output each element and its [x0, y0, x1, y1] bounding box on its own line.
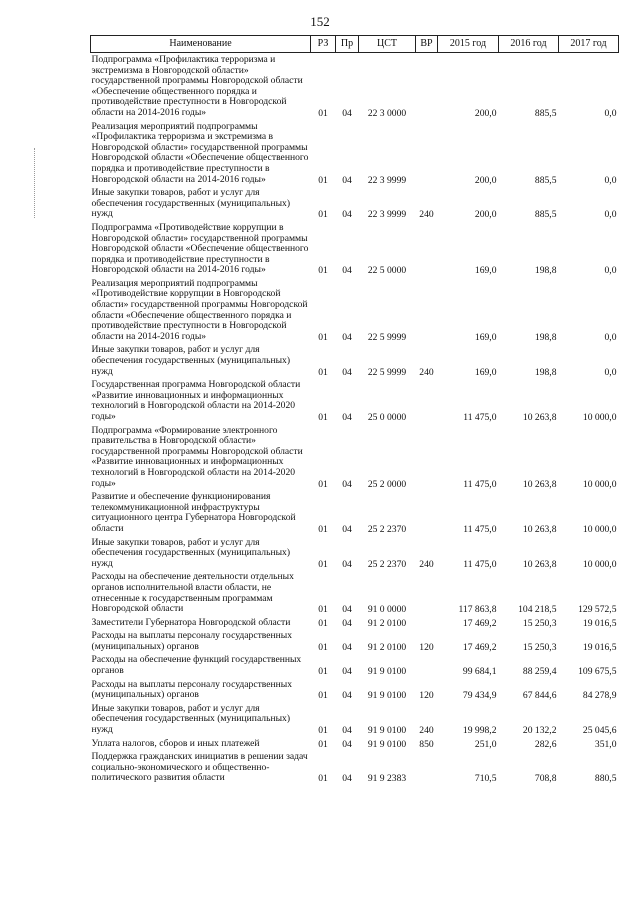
row-cst: 25 0 0000 — [367, 412, 407, 423]
budget-table — [90, 35, 619, 785]
row-cst: 22 3 9999 — [367, 174, 407, 186]
table-body — [91, 53, 619, 786]
row-2017: 0,0 — [604, 265, 617, 277]
table-row — [91, 186, 619, 221]
row-2017: 0,0 — [604, 366, 617, 378]
row-name: Расходы на выплаты персоналу государственных (муниципальных) органов — [91, 630, 293, 652]
row-rz: 01 — [318, 265, 328, 277]
row-2015: 710,5 — [474, 773, 497, 785]
row-2017: 10 000,0 — [582, 558, 617, 570]
table-row — [91, 629, 619, 653]
table-row — [91, 536, 619, 571]
row-name: Реализация мероприятий подпрограммы «Профилактика терроризма и экстремизма в Новгородской области» государственной программы Новгородской области «Обеспечение общественного порядка и противодействие преступности в Новгородской области на 2014-2016 годы» — [91, 120, 309, 185]
row-2016: 198,8 — [534, 366, 557, 378]
row-2016: 198,8 — [534, 265, 557, 277]
row-2015: 11 475,0 — [463, 412, 497, 423]
row-pr: 04 — [342, 265, 352, 277]
row-rz: 01 — [318, 773, 328, 785]
row-cst: 22 3 9999 — [367, 209, 407, 221]
header-2016: 2016 год — [499, 36, 559, 53]
row-2016: 10 263,8 — [522, 523, 557, 535]
row-name: Подпрограмма «Противодействие коррупции в Новгородской области» государственной программы Новгородской области «Обеспечение общественного порядка и противодействие преступности в Новгородской области на 2014-2016 годы» — [91, 221, 309, 276]
row-name: Развитие и обеспечение функционирования телекоммуникационной инфраструктуры ситуационного центра Губернатора Новгородской области — [91, 491, 296, 534]
row-2016: 10 263,8 — [522, 478, 557, 490]
table-row — [91, 490, 619, 535]
row-2015: 17 469,2 — [462, 641, 497, 653]
row-2016: 885,5 — [534, 107, 557, 119]
row-pr: 04 — [342, 174, 352, 186]
row-cst: 91 2 0100 — [367, 617, 407, 629]
row-vr — [416, 378, 438, 423]
row-vr: 850 — [419, 738, 434, 750]
row-cst: 25 2 0000 — [367, 478, 407, 490]
table-row — [91, 424, 619, 491]
table-row — [91, 616, 619, 630]
row-rz: 01 — [318, 558, 328, 570]
row-2016: 10 263,8 — [522, 412, 557, 423]
row-name: Подпрограмма «Формирование электронного правительства в Новгородской области» государственной программы Новгородской области «Развитие инновационных и информационных технологий в Новгородской области на 2014-2020 годы» — [91, 424, 303, 489]
row-name: Расходы на выплаты персоналу государственных (муниципальных) органов — [91, 678, 293, 701]
row-pr: 04 — [342, 641, 352, 653]
header-rz: РЗ — [311, 36, 336, 53]
row-name: Расходы на обеспечение деятельности отдельных органов исполнительной власти области, не отнесенные к государственным программам Новгородской области — [91, 571, 294, 615]
table-row — [91, 343, 619, 378]
header-2015: 2015 год — [438, 36, 499, 53]
row-name: Заместители Губернатора Новгородской области — [91, 616, 291, 628]
row-2017: 109 675,5 — [578, 666, 617, 678]
row-2016: 67 844,6 — [522, 690, 557, 702]
row-2015: 200,0 — [474, 107, 497, 119]
table-row — [91, 120, 619, 187]
row-vr: 120 — [419, 641, 434, 653]
row-pr: 04 — [342, 773, 352, 785]
row-name: Иные закупки товаров, работ и услуг для обеспечения государственных (муниципальных) нужд — [91, 187, 291, 220]
row-cst: 22 5 9999 — [367, 331, 407, 343]
table-row — [91, 570, 619, 615]
row-vr — [416, 616, 438, 630]
row-2015: 19 998,2 — [462, 725, 497, 737]
row-rz: 01 — [318, 366, 328, 378]
row-2017: 0,0 — [604, 331, 617, 343]
row-rz: 01 — [318, 738, 328, 750]
row-vr — [416, 221, 438, 277]
row-rz: 01 — [318, 478, 328, 490]
row-name: Подпрограмма «Профилактика терроризма и экстремизма в Новгородской области» государственной программы Новгородской области «Обеспечение общественного порядка и противодействие преступности в Новгородской области на 2014-2016 годы» — [91, 54, 303, 118]
row-pr: 04 — [342, 366, 352, 378]
row-name: Уплата налогов, сборов и иных платежей — [91, 737, 260, 749]
row-name: Поддержка гражданских инициатив в решении задач социально-экономического и общественно-политического развития области — [91, 751, 308, 784]
row-pr: 04 — [342, 738, 352, 750]
row-vr — [416, 53, 438, 120]
row-2016: 885,5 — [534, 209, 557, 221]
row-cst: 22 3 0000 — [367, 107, 407, 119]
row-cst: 91 2 0100 — [367, 641, 407, 653]
row-2015: 251,0 — [474, 738, 497, 750]
row-2017: 351,0 — [594, 738, 617, 750]
row-2017: 10 000,0 — [582, 478, 617, 490]
row-rz: 01 — [318, 331, 328, 343]
row-cst: 91 0 0000 — [367, 604, 407, 616]
row-2015: 169,0 — [474, 366, 497, 378]
row-2017: 10 000,0 — [582, 412, 617, 423]
row-cst: 91 9 0100 — [367, 666, 407, 678]
row-2016: 885,5 — [534, 174, 557, 186]
row-cst: 25 2 2370 — [367, 558, 407, 570]
row-rz: 01 — [318, 209, 328, 221]
row-vr: 240 — [419, 725, 434, 737]
row-2015: 169,0 — [474, 265, 497, 277]
row-cst: 22 5 9999 — [367, 366, 407, 378]
row-2015: 79 434,9 — [462, 690, 497, 702]
table-row — [91, 221, 619, 277]
row-pr: 04 — [342, 604, 352, 616]
row-2017: 10 000,0 — [582, 523, 617, 535]
header-pr: Пр — [336, 36, 359, 53]
row-rz: 01 — [318, 412, 328, 423]
row-2016: 104 218,5 — [518, 604, 557, 616]
row-2015: 117 863,8 — [458, 604, 497, 616]
row-2017: 19 016,5 — [582, 641, 617, 653]
row-2017: 0,0 — [604, 174, 617, 186]
row-2016: 198,8 — [534, 331, 557, 343]
table-row — [91, 678, 619, 702]
row-2016: 282,6 — [534, 738, 557, 750]
row-cst: 91 9 2383 — [367, 773, 407, 785]
row-vr — [416, 424, 438, 491]
row-cst: 91 9 0100 — [367, 690, 407, 702]
table-row — [91, 653, 619, 677]
row-2016: 708,8 — [534, 773, 557, 785]
row-2016: 88 259,4 — [522, 666, 557, 678]
row-pr: 04 — [342, 478, 352, 490]
header-cst: ЦСТ — [359, 36, 416, 53]
row-cst: 25 2 2370 — [367, 523, 407, 535]
row-cst: 91 9 0100 — [367, 725, 407, 737]
row-pr: 04 — [342, 209, 352, 221]
row-rz: 01 — [318, 174, 328, 186]
row-2016: 15 250,3 — [522, 617, 557, 629]
row-name: Расходы на обеспечение функций государственных органов — [91, 654, 302, 677]
row-pr: 04 — [342, 331, 352, 343]
row-2015: 17 469,2 — [462, 617, 497, 629]
table-row — [91, 737, 619, 751]
table-row — [91, 53, 619, 120]
row-vr — [416, 750, 438, 785]
row-2015: 200,0 — [474, 209, 497, 221]
row-2015: 169,0 — [474, 331, 497, 343]
header-name: Наименование — [91, 36, 311, 53]
row-vr — [416, 570, 438, 615]
row-pr: 04 — [342, 412, 352, 423]
row-pr: 04 — [342, 725, 352, 737]
row-name: Государственная программа Новгородской области «Развитие инновационных и информационных технологий в Новгородской области на 2014-2020 годы» — [91, 379, 301, 422]
row-pr: 04 — [342, 666, 352, 678]
row-rz: 01 — [318, 690, 328, 702]
row-2017: 129 572,5 — [578, 604, 617, 616]
row-name: Иные закупки товаров, работ и услуг для обеспечения государственных (муниципальных) нужд — [91, 536, 291, 569]
header-2017: 2017 год — [559, 36, 619, 53]
table-row — [91, 277, 619, 344]
row-2015: 11 475,0 — [463, 478, 497, 490]
table-row — [91, 702, 619, 737]
row-vr: 240 — [419, 558, 434, 570]
row-pr: 04 — [342, 523, 352, 535]
table-row — [91, 750, 619, 785]
row-vr — [416, 653, 438, 677]
row-rz: 01 — [318, 107, 328, 119]
header-vr: ВР — [416, 36, 438, 53]
row-name: Иные закупки товаров, работ и услуг для обеспечения государственных (муниципальных) нужд — [91, 344, 291, 377]
row-vr — [416, 277, 438, 344]
row-vr — [416, 490, 438, 535]
row-cst: 91 9 0100 — [367, 738, 407, 750]
row-2017: 880,5 — [594, 773, 617, 785]
row-name: Иные закупки товаров, работ и услуг для обеспечения государственных (муниципальных) нужд — [91, 702, 291, 736]
row-vr: 240 — [419, 366, 434, 378]
row-2017: 25 045,6 — [582, 725, 617, 737]
row-2015: 99 684,1 — [462, 666, 497, 678]
table-row — [91, 378, 619, 423]
row-2015: 11 475,0 — [463, 558, 497, 570]
row-rz: 01 — [318, 604, 328, 616]
row-vr: 240 — [419, 209, 434, 221]
row-rz: 01 — [318, 666, 328, 678]
row-2017: 84 278,9 — [582, 690, 617, 702]
row-2016: 10 263,8 — [522, 558, 557, 570]
row-vr: 120 — [419, 690, 434, 702]
table-header — [91, 36, 619, 53]
row-rz: 01 — [318, 617, 328, 629]
row-2017: 19 016,5 — [582, 617, 617, 629]
page-number: 152 — [310, 14, 330, 29]
row-2017: 0,0 — [604, 209, 617, 221]
row-2016: 20 132,2 — [522, 725, 557, 737]
row-cst: 22 5 0000 — [367, 265, 407, 277]
row-pr: 04 — [342, 690, 352, 702]
row-2015: 11 475,0 — [463, 523, 497, 535]
row-rz: 01 — [318, 641, 328, 653]
row-rz: 01 — [318, 725, 328, 737]
row-2016: 15 250,3 — [522, 641, 557, 653]
row-pr: 04 — [342, 617, 352, 629]
row-2015: 200,0 — [474, 174, 497, 186]
margin-mark — [34, 148, 36, 218]
row-pr: 04 — [342, 558, 352, 570]
row-name: Реализация мероприятий подпрограммы «Противодействие коррупции в Новгородской области» государственной программы Новгородской области «Обеспечение общественного порядка и противодействие преступности в Новгородской области на 2014-2016 годы» — [91, 277, 308, 342]
row-vr — [416, 120, 438, 187]
row-rz: 01 — [318, 523, 328, 535]
row-2017: 0,0 — [604, 107, 617, 119]
row-pr: 04 — [342, 107, 352, 119]
